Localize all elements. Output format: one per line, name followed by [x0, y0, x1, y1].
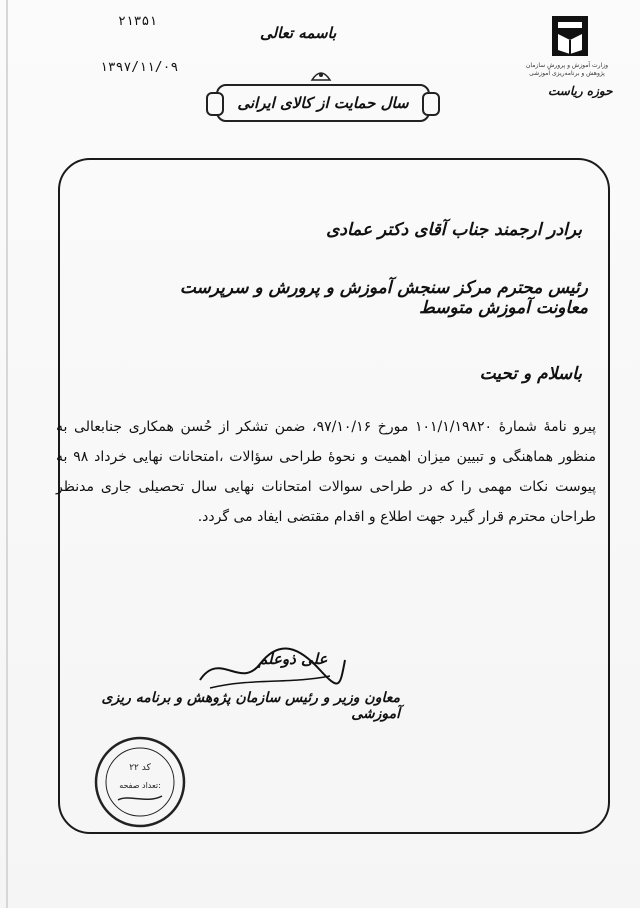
letter-number: ۲۱۳۵۱: [118, 14, 158, 29]
stamp-count-label: تعداد صفحه:: [119, 781, 161, 790]
ministry-caption: وزارت آموزش و پرورش سازمان پژوهش و برنامه‌ریزی آموزشی: [525, 62, 609, 77]
stamp-code: کد ۲۲: [129, 763, 151, 773]
year-slogan-banner: [216, 84, 430, 122]
page-edge: [6, 0, 8, 908]
salutation: برادر ارجمند جناب آقای دکتر عمادی: [326, 220, 582, 240]
signatory-title: معاون وزیر و رئیس سازمان پژوهش و برنامه ریزی آموزشی: [101, 690, 400, 722]
office-stamp: [92, 734, 188, 830]
crest-icon: [310, 66, 332, 82]
department-label: حوزه ریاست: [548, 84, 613, 98]
basmala-heading: باسمه تعالی: [260, 24, 337, 42]
year-slogan: سال حمایت از کالای ایرانی: [237, 94, 409, 112]
signatory-name: علی ذوعلم: [258, 650, 328, 668]
greeting: باسلام و تحیت: [479, 364, 582, 384]
recipient-title: رئیس محترم مرکز سنجش آموزش و پرورش و سرپرست معاونت آموزش متوسط: [179, 278, 588, 318]
letter-body: پیرو نامهٔ شمارهٔ ۱۰۱/۱/۱۹۸۲۰ مورخ ۹۷/۱۰/۱۶، ضمن تشکر از حُسن همکاری جنابعالی به منظور هماهنگی و تبیین میزان اهمیت و نحوهٔ طراحی سؤالات ،امتحانات نهایی خرداد ۹۸ به پیوست نکات مهمی را که در طراحی سوالات امتحانات نهایی سال تحصیلی جاری مدنظر طراحان محترم قرار گیرد جهت اطلاع و اقدام مقتضی ایفاد می گردد.: [56, 419, 596, 525]
handwritten-signature: [190, 640, 350, 696]
letter-date: ۱۳۹۷/۱۱/۰۹: [100, 60, 179, 75]
